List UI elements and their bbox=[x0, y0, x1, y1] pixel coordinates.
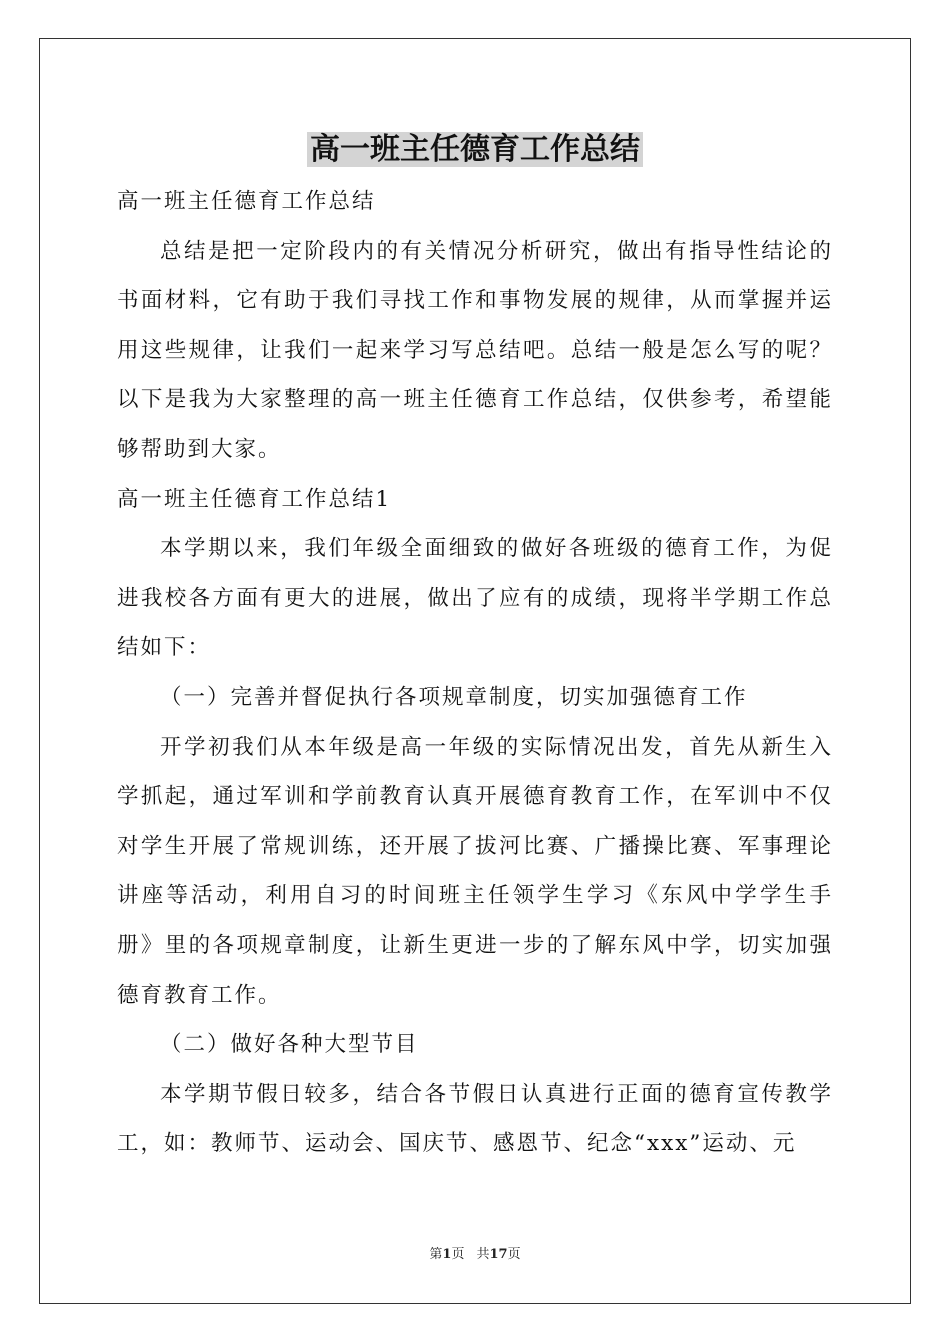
body-paragraph: 本学期节假日较多，结合各节假日认真进行正面的德育宣传教学工，如：教师节、运动会、国庆节、感恩节、纪念“xxx”运动、元 bbox=[117, 1081, 833, 1157]
page-current: 1 bbox=[442, 1247, 452, 1262]
page-total: 17 bbox=[489, 1247, 508, 1262]
document-title-text: 高一班主任德育工作总结 bbox=[307, 132, 643, 167]
page-suffix: 页 bbox=[451, 1247, 465, 1262]
subsection-heading: （二）做好各种大型节目 bbox=[160, 1032, 419, 1058]
section-title: 高一班主任德育工作总结1 bbox=[117, 486, 392, 512]
total-suffix: 页 bbox=[507, 1247, 521, 1262]
body-paragraph: 本学期以来，我们年级全面细致的做好各班级的德育工作，为促进我校各方面有更大的进展，做出了应有的成绩，现将半学期工作总结如下： bbox=[117, 536, 833, 661]
subtitle-line: 高一班主任德育工作总结 bbox=[117, 189, 376, 214]
document-title bbox=[0, 128, 950, 172]
body-paragraph: 开学初我们从本年级是高一年级的实际情况出发，首先从新生入学抓起，通过军训和学前教育认真开展德育教育工作，在军训中不仅对学生开展了常规训练，还开展了拔河比赛、广播操比赛、军事理论讲座等活动，利用自习的时间班主任领学生学习《东风中学学生手册》里的各项规章制度，让新生更进一步的了解东风中学，切实加强德育教育工作。 bbox=[117, 734, 833, 1008]
document-body bbox=[117, 177, 833, 1169]
intro-paragraph: 总结是把一定阶段内的有关情况分析研究，做出有指导性结论的书面材料，它有助于我们寻找工作和事物发展的规律，从而掌握并运用这些规律，让我们一起来学习写总结吧。总结一般是怎么写的呢？以下是我为大家整理的高一班主任德育工作总结，仅供参考，希望能够帮助到大家。 bbox=[117, 238, 833, 462]
page-footer bbox=[0, 1246, 950, 1264]
page-prefix: 第 bbox=[429, 1247, 443, 1262]
total-prefix: 共 bbox=[476, 1247, 490, 1262]
subsection-heading: （一）完善并督促执行各项规章制度，切实加强德育工作 bbox=[160, 684, 748, 710]
